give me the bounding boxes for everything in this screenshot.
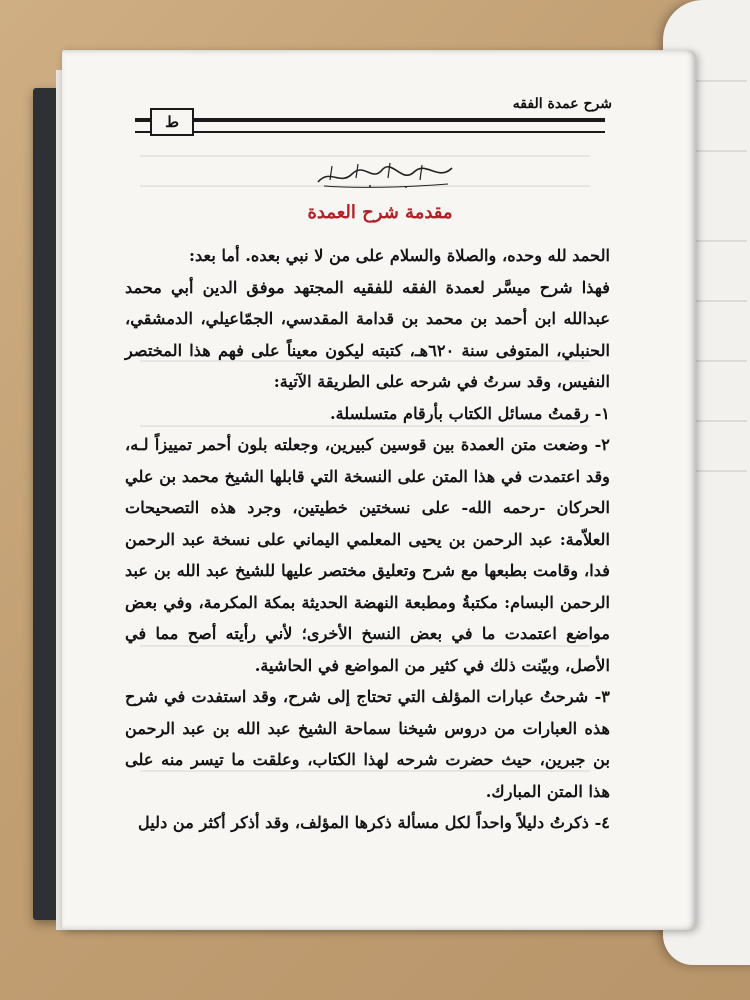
running-head: شرح عمدة الفقه <box>512 96 612 112</box>
page-number: ط <box>150 108 194 136</box>
header-rule <box>135 118 605 133</box>
section-title: مقدمة شرح العمدة <box>307 202 453 223</box>
paragraph-point-1: ١- رقمتُ مسائل الكتاب بأرقام متسلسلة. <box>329 403 610 423</box>
show-through <box>140 155 590 157</box>
paragraph-point-4: ٤- ذكرتُ دليلاً واحداً لكل مسألة ذكرها المؤلف، وقد أذكر أكثر من دليل <box>138 813 610 832</box>
basmala-calligraphy-icon <box>310 158 460 192</box>
paragraph-point-3: ٣- شرحتُ عبارات المؤلف التي تحتاج إلى شرح، وقد استفدت في شرح هذه العبارات من دروس شيخنا سماحة الشيخ عبد الله بن عبد الرحمن بن جبرين، حيث حضرت شرحه لهذا الكتاب، وعلقت ما تيسر منه على هذا المتن المبارك. <box>125 687 610 801</box>
paragraph-point-2: ٢- وضعت متن العمدة بين قوسين كبيرين، وجعلته بلون أحمر تمييزاً لـه، وقد اعتمدت في هذا المتن على النسخة التي قابلها الشيخ محمد بن علي الحركان -رحمه الله- على نسختين خطيتين، وجرد هذه التصحيحات العلاّمة: عبد الرحمن بن يحيى المعلمي اليماني على نسخة عبد الرحمن فدا، وقامت بطبعها مع شرح وتعليق مختصر عليها للشيخ عبد الله بن عبد الرحمن البسام: مكتبةُ ومطبعة النهضة الحديثة بمكة المكرمة، وفي بعض مواضع اعتمدت ما في بعض النسخ الأخرى؛ لأني رأيته أصح مما في الأصل، وبيّنت ذلك في كثير من المواضع في الحاشية. <box>125 435 610 675</box>
paragraph-opening: الحمد لله وحده، والصلاة والسلام على من لا نبي بعده. أما بعد: <box>189 246 610 265</box>
body-text <box>125 240 610 839</box>
paragraph-intro: فهذا شرح ميسَّر لعمدة الفقه للفقيه المجتهد موفق الدين أبي محمد عبدالله ابن أحمد بن محمد بن قدامة المقدسي، الجمّاعيلي، الدمشقي، الحنبلي، المتوفى سنة ٦٢٠هـ، كتبته ليكون معيناً على فهم هذا المختصر النفيس، وقد سرتُ في شرحه على الطريقة الآتية: <box>125 277 610 391</box>
basmala-calligraphy <box>310 158 460 192</box>
